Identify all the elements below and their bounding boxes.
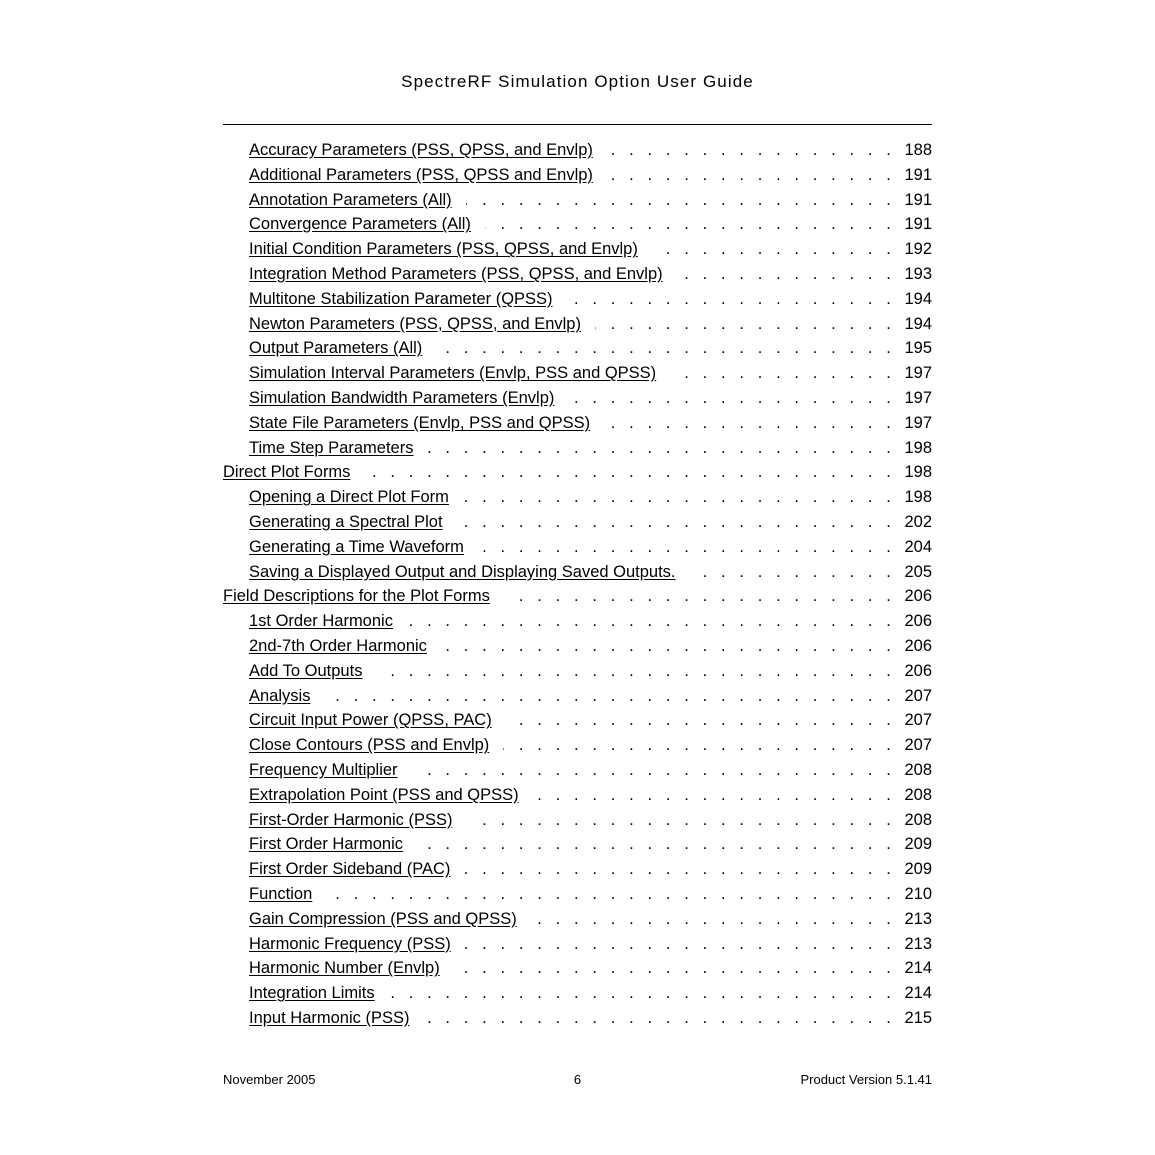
toc-entry <box>223 808 932 833</box>
toc-entry-link[interactable]: Generating a Time Waveform <box>249 537 464 556</box>
toc-dot-leader <box>504 584 896 609</box>
toc-entry-link[interactable]: 1st Order Harmonic <box>249 612 393 631</box>
toc-entry-link[interactable]: Field Descriptions for the Plot Forms <box>223 587 490 606</box>
toc-page-number: 207 <box>904 736 932 755</box>
toc-entry-link[interactable]: Direct Plot Forms <box>223 463 351 482</box>
toc-entry <box>223 733 932 758</box>
page-header-title: SpectreRF Simulation Option User Guide <box>401 72 754 91</box>
toc-page-number: 206 <box>904 636 932 655</box>
toc-entry <box>223 460 932 485</box>
toc-entry-link[interactable]: Function <box>249 884 313 903</box>
toc-entry <box>223 262 932 287</box>
toc-page-number: 191 <box>904 190 932 209</box>
toc-page-number: 198 <box>904 488 932 507</box>
toc-page-number: 207 <box>904 711 932 730</box>
toc-entry-link[interactable]: Gain Compression (PSS and QPSS) <box>249 909 517 928</box>
toc-dot-leader <box>567 287 896 312</box>
toc-dot-leader <box>436 336 895 361</box>
toc-entry <box>223 783 932 808</box>
toc-entry-link[interactable]: Initial Condition Parameters (PSS, QPSS, and Envlp) <box>249 240 638 259</box>
toc-entry <box>223 510 932 535</box>
toc-entry <box>223 882 932 907</box>
toc-page-number: 195 <box>904 339 932 358</box>
toc-page-number: 209 <box>904 835 932 854</box>
toc-dot-leader <box>466 188 896 213</box>
toc-entry <box>223 684 932 709</box>
toc-entry <box>223 708 932 733</box>
toc-dot-leader <box>454 956 896 981</box>
toc-dot-leader <box>467 808 896 833</box>
toc-entry-link[interactable]: Circuit Input Power (QPSS, PAC) <box>249 711 492 730</box>
toc-entry-link[interactable]: Convergence Parameters (All) <box>249 215 471 234</box>
toc-dot-leader <box>417 832 895 857</box>
table-of-contents <box>223 138 932 1031</box>
toc-dot-leader <box>604 411 895 436</box>
toc-entry-link[interactable]: Saving a Displayed Output and Displaying Saved Outputs. <box>249 562 676 581</box>
toc-page-number: 193 <box>904 264 932 283</box>
toc-entry-link[interactable]: Extrapolation Point (PSS and QPSS) <box>249 785 519 804</box>
toc-dot-leader <box>407 609 896 634</box>
toc-dot-leader <box>376 659 895 684</box>
footer-product-version: Product Version 5.1.41 <box>800 1072 932 1087</box>
toc-entry-link[interactable]: Input Harmonic (PSS) <box>249 1008 410 1027</box>
toc-dot-leader <box>412 758 896 783</box>
toc-dot-leader <box>463 485 896 510</box>
toc-entry-link[interactable]: Accuracy Parameters (PSS, QPSS, and Envlp) <box>249 141 593 159</box>
toc-page-number: 202 <box>904 512 932 531</box>
toc-page-number: 204 <box>904 537 932 556</box>
toc-entry <box>223 237 932 262</box>
toc-entry <box>223 907 932 932</box>
toc-entry <box>223 287 932 312</box>
toc-entry-link[interactable]: Generating a Spectral Plot <box>249 512 443 531</box>
toc-entry <box>223 312 932 337</box>
toc-page-number: 197 <box>904 413 932 432</box>
toc-entry <box>223 1006 932 1031</box>
toc-dot-leader <box>670 361 895 386</box>
toc-dot-leader <box>441 634 896 659</box>
toc-dot-leader <box>595 312 895 337</box>
toc-dot-leader <box>389 981 896 1006</box>
toc-entry-link[interactable]: 2nd-7th Order Harmonic <box>249 636 427 655</box>
toc-entry <box>223 857 932 882</box>
toc-entry-link[interactable]: Harmonic Frequency (PSS) <box>249 934 451 953</box>
toc-entry-link[interactable]: Harmonic Number (Envlp) <box>249 959 440 978</box>
toc-dot-leader <box>607 138 896 163</box>
toc-entry <box>223 560 932 585</box>
toc-entry-link[interactable]: First Order Harmonic <box>249 835 404 854</box>
toc-page-number: 209 <box>904 860 932 879</box>
toc-page-number: 213 <box>904 909 932 928</box>
toc-dot-leader <box>465 932 896 957</box>
toc-page-number: 207 <box>904 686 932 705</box>
toc-dot-leader <box>506 708 896 733</box>
footer-date: November 2005 <box>223 1072 316 1087</box>
toc-dot-leader <box>478 535 896 560</box>
toc-dot-leader <box>464 857 895 882</box>
toc-page-number: 206 <box>904 612 932 631</box>
header-divider <box>223 124 932 125</box>
toc-entry-link[interactable]: Simulation Interval Parameters (Envlp, PSS and QPSS) <box>249 364 657 383</box>
toc-dot-leader <box>607 163 896 188</box>
toc-entry-link[interactable]: Annotation Parameters (All) <box>249 190 452 209</box>
toc-page-number: 208 <box>904 810 932 829</box>
toc-page-number: 208 <box>904 760 932 779</box>
toc-entry-link[interactable]: Output Parameters (All) <box>249 339 423 358</box>
toc-page-number: 214 <box>904 984 932 1003</box>
toc-entry <box>223 932 932 957</box>
toc-page-number: 208 <box>904 785 932 804</box>
toc-entry-link[interactable]: Opening a Direct Plot Form <box>249 488 449 507</box>
toc-entry <box>223 634 932 659</box>
toc-entry <box>223 609 932 634</box>
toc-page-number: 194 <box>904 314 932 333</box>
toc-dot-leader <box>364 460 895 485</box>
toc-entry <box>223 386 932 411</box>
toc-entry <box>223 584 932 609</box>
toc-page-number: 188 <box>904 141 932 159</box>
toc-entry-link[interactable]: Simulation Bandwidth Parameters (Envlp) <box>249 388 555 407</box>
toc-page-number: 198 <box>904 463 932 482</box>
toc-entry <box>223 361 932 386</box>
toc-entry <box>223 485 932 510</box>
toc-entry <box>223 411 932 436</box>
toc-entry-link[interactable]: First Order Sideband (PAC) <box>249 860 451 879</box>
toc-page-number: 198 <box>904 438 932 457</box>
toc-entry-link[interactable]: Additional Parameters (PSS, QPSS and Envlp) <box>249 165 593 184</box>
toc-page-number: 191 <box>904 165 932 184</box>
toc-entry-link[interactable]: Analysis <box>249 686 311 705</box>
toc-entry <box>223 981 932 1006</box>
toc-entry <box>223 188 932 213</box>
toc-entry <box>223 758 932 783</box>
toc-page-number: 194 <box>904 289 932 308</box>
toc-dot-leader <box>324 684 895 709</box>
toc-dot-leader <box>326 882 895 907</box>
toc-entry-link[interactable]: Time Step Parameters <box>249 438 414 457</box>
toc-page-number: 206 <box>904 587 932 606</box>
toc-page-number: 215 <box>904 1008 932 1027</box>
toc-dot-leader <box>423 1006 895 1031</box>
toc-entry <box>223 436 932 461</box>
toc-entry <box>223 212 932 237</box>
toc-entry-link[interactable]: Multitone Stabilization Parameter (QPSS) <box>249 289 553 308</box>
toc-dot-leader <box>457 510 896 535</box>
toc-entry-link[interactable]: Add To Outputs <box>249 661 363 680</box>
toc-dot-leader <box>690 560 896 585</box>
toc-page-number: 213 <box>904 934 932 953</box>
toc-entry <box>223 535 932 560</box>
toc-entry-link[interactable]: Integration Limits <box>249 984 375 1003</box>
toc-dot-leader <box>427 436 895 461</box>
toc-page-number: 210 <box>904 884 932 903</box>
toc-page-number: 191 <box>904 215 932 234</box>
toc-entry <box>223 956 932 981</box>
toc-entry-link[interactable]: Newton Parameters (PSS, QPSS, and Envlp) <box>249 314 581 333</box>
toc-entry <box>223 336 932 361</box>
toc-dot-leader <box>568 386 895 411</box>
toc-dot-leader <box>503 733 895 758</box>
toc-dot-leader <box>677 262 896 287</box>
toc-page-number: 192 <box>904 240 932 259</box>
toc-entry <box>223 138 932 163</box>
toc-dot-leader <box>531 907 896 932</box>
toc-page-number: 197 <box>904 364 932 383</box>
toc-entry-link[interactable]: First-Order Harmonic (PSS) <box>249 810 453 829</box>
toc-dot-leader <box>652 237 896 262</box>
toc-page-number: 197 <box>904 388 932 407</box>
toc-page-number: 205 <box>904 562 932 581</box>
toc-entry <box>223 659 932 684</box>
toc-dot-leader <box>485 212 896 237</box>
toc-page-number: 214 <box>904 959 932 978</box>
toc-entry-link[interactable]: Integration Method Parameters (PSS, QPSS, and Envlp) <box>249 264 663 283</box>
toc-entry-link[interactable]: State File Parameters (Envlp, PSS and QPSS) <box>249 413 591 432</box>
toc-entry <box>223 163 932 188</box>
footer-page-number: 6 <box>573 1072 582 1087</box>
toc-entry-link[interactable]: Close Contours (PSS and Envlp) <box>249 736 490 755</box>
toc-entry-link[interactable]: Frequency Multiplier <box>249 760 398 779</box>
toc-entry <box>223 832 932 857</box>
toc-dot-leader <box>533 783 896 808</box>
toc-page-number: 206 <box>904 661 932 680</box>
